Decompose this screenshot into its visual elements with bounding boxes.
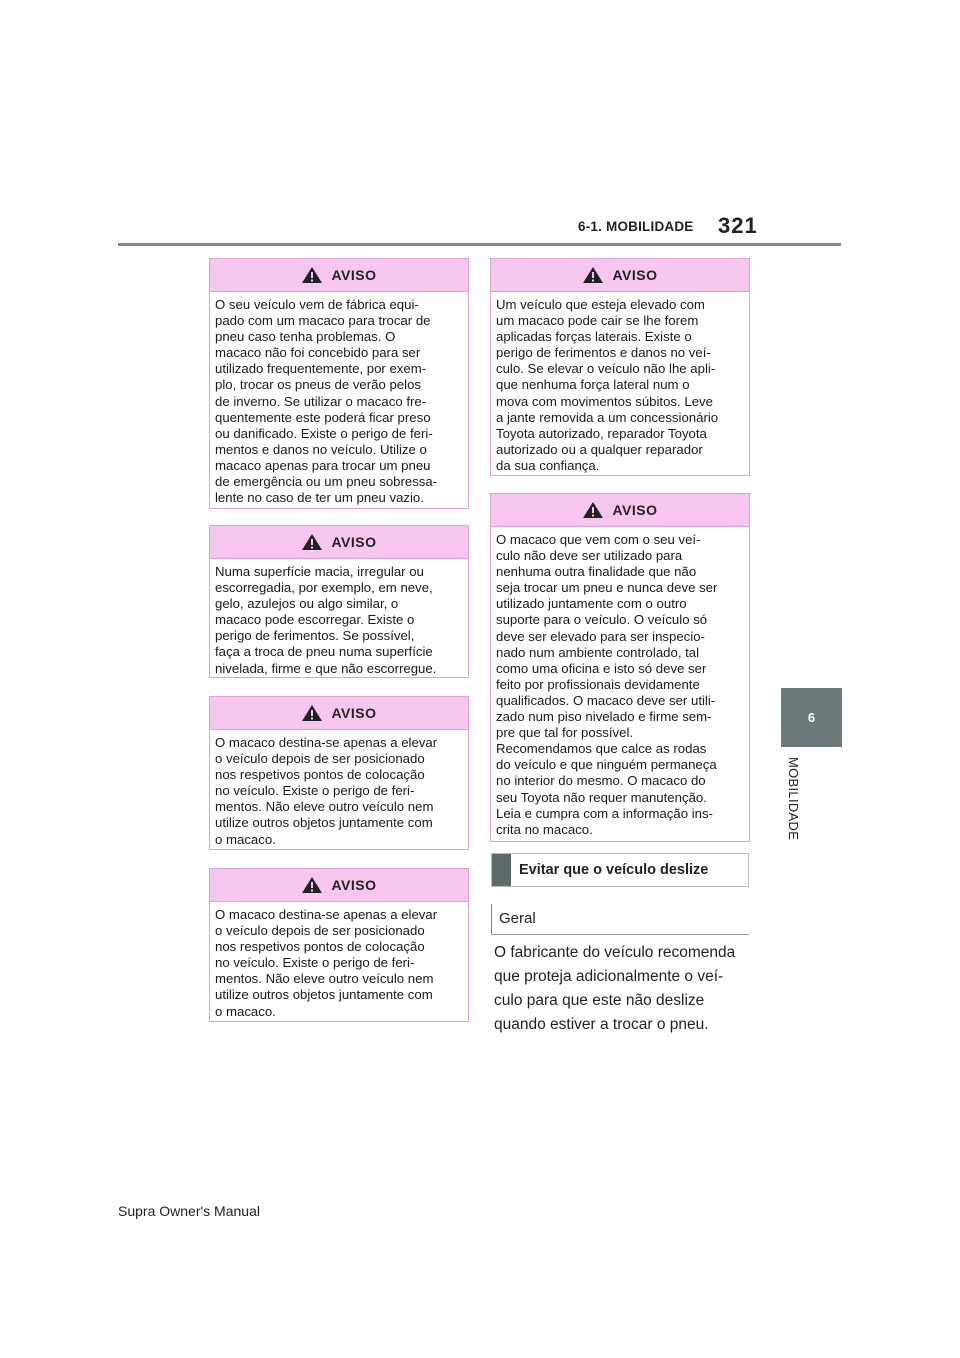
- warning-header: [210, 259, 468, 292]
- body-paragraph: O fabricante do veículo recomenda que proteja adicionalmente o veí- culo para que este não deslize quando estiver a trocar o pneu.: [494, 944, 736, 1033]
- warning-text: O macaco destina-se apenas a elevar o veículo depois de ser posicionado nos respetivos pontos de colocação no veículo. Existe o perigo de feri- mentos. Não eleve outro veículo nem utilize outros objetos juntamente com o macaco.: [215, 907, 438, 1019]
- warning-box: [209, 525, 469, 678]
- warning-title: AVISO: [331, 267, 377, 283]
- section-heading-title: Evitar que o veículo deslize: [519, 862, 709, 878]
- section-marker: [492, 854, 511, 886]
- warning-title: AVISO: [331, 705, 377, 721]
- section-title: 6-1. MOBILIDADE: [578, 219, 694, 234]
- warning-triangle-icon: [301, 704, 323, 722]
- warning-text: Numa superfície macia, irregular ou escorregadia, por exemplo, em neve, gelo, azulejos ou algo similar, o macaco pode escorregar. Existe o perigo de ferimentos. Se possível, faça a troca de pneu numa superfície nivelada, firme e que não escorregue.: [215, 564, 437, 676]
- warning-box: [209, 696, 469, 850]
- warning-box: [209, 868, 469, 1022]
- warning-header: [491, 494, 749, 527]
- warning-title: AVISO: [612, 267, 658, 283]
- warning-triangle-icon: [301, 876, 323, 894]
- warning-header: [491, 259, 749, 292]
- warning-title: AVISO: [331, 534, 377, 550]
- warning-box: [490, 258, 750, 476]
- header-rule: [118, 243, 841, 246]
- warning-triangle-icon: [301, 266, 323, 284]
- warning-box: [209, 258, 469, 509]
- warning-text: O macaco destina-se apenas a elevar o veículo depois de ser posicionado nos respetivos pontos de colocação no veículo. Existe o perigo de feri- mentos. Não eleve outro veículo nem utilize outros objetos juntamente com o macaco.: [215, 735, 438, 847]
- section-heading: [491, 853, 749, 887]
- warning-header: [210, 697, 468, 730]
- footer-manual-title: Supra Owner's Manual: [118, 1203, 260, 1219]
- subsection-heading: Geral: [491, 904, 749, 935]
- chapter-label: MOBILIDADE: [786, 757, 801, 841]
- warning-title: AVISO: [331, 877, 377, 893]
- warning-text: O seu veículo vem de fábrica equi- pado com um macaco para trocar de pneu caso tenha problemas. O macaco não foi concebido para ser utilizado frequentemente, por exem- plo, trocar os pneus de verão pelos de inverno. Se utilizar o macaco fre- quentemente este poderá ficar preso ou danificado. Existe o perigo de feri- mentos e danos no veículo. Utilize o macaco apenas para trocar um pneu de emergência ou um pneu sobressa- lente no caso de ter um pneu vazio.: [215, 297, 438, 506]
- warning-header: [210, 526, 468, 559]
- chapter-tab: 6: [781, 688, 842, 747]
- warning-triangle-icon: [582, 266, 604, 284]
- warning-title: AVISO: [612, 502, 658, 518]
- warning-text: Um veículo que esteja elevado com um macaco pode cair se lhe forem aplicadas forças laterais. Existe o perigo de ferimentos e danos no veí- culo. Se elevar o veículo não lhe apli- que nenhuma força lateral num o mova com movimentos súbitos. Leve a jante removida a um concessionário Toyota autorizado, reparador Toyota autorizado ou a qualquer reparador da sua confiança.: [496, 297, 719, 473]
- warning-header: [210, 869, 468, 902]
- warning-box: [490, 493, 750, 842]
- warning-triangle-icon: [301, 533, 323, 551]
- warning-triangle-icon: [582, 501, 604, 519]
- page-number: 321: [718, 213, 758, 238]
- warning-text: O macaco que vem com o seu veí- culo não deve ser utilizado para nenhuma outra finalidade que não seja trocar um pneu e nunca deve ser utilizado juntamente com o outro suporte para o veículo. O veículo só deve ser elevado para ser inspecio- nado num ambiente controlado, tal como uma oficina e isto só deve ser feito por profissionais devidamente qualificados. O macaco deve ser utili- zado num piso nivelado e firme sem- pre que tal for possível. Recomendamos que calce as rodas do veículo e que ninguém permaneça no interior do mesmo. O macaco do seu Toyota não requer manutenção. Leia e cumpra com a informação ins- crita no macaco.: [496, 532, 718, 837]
